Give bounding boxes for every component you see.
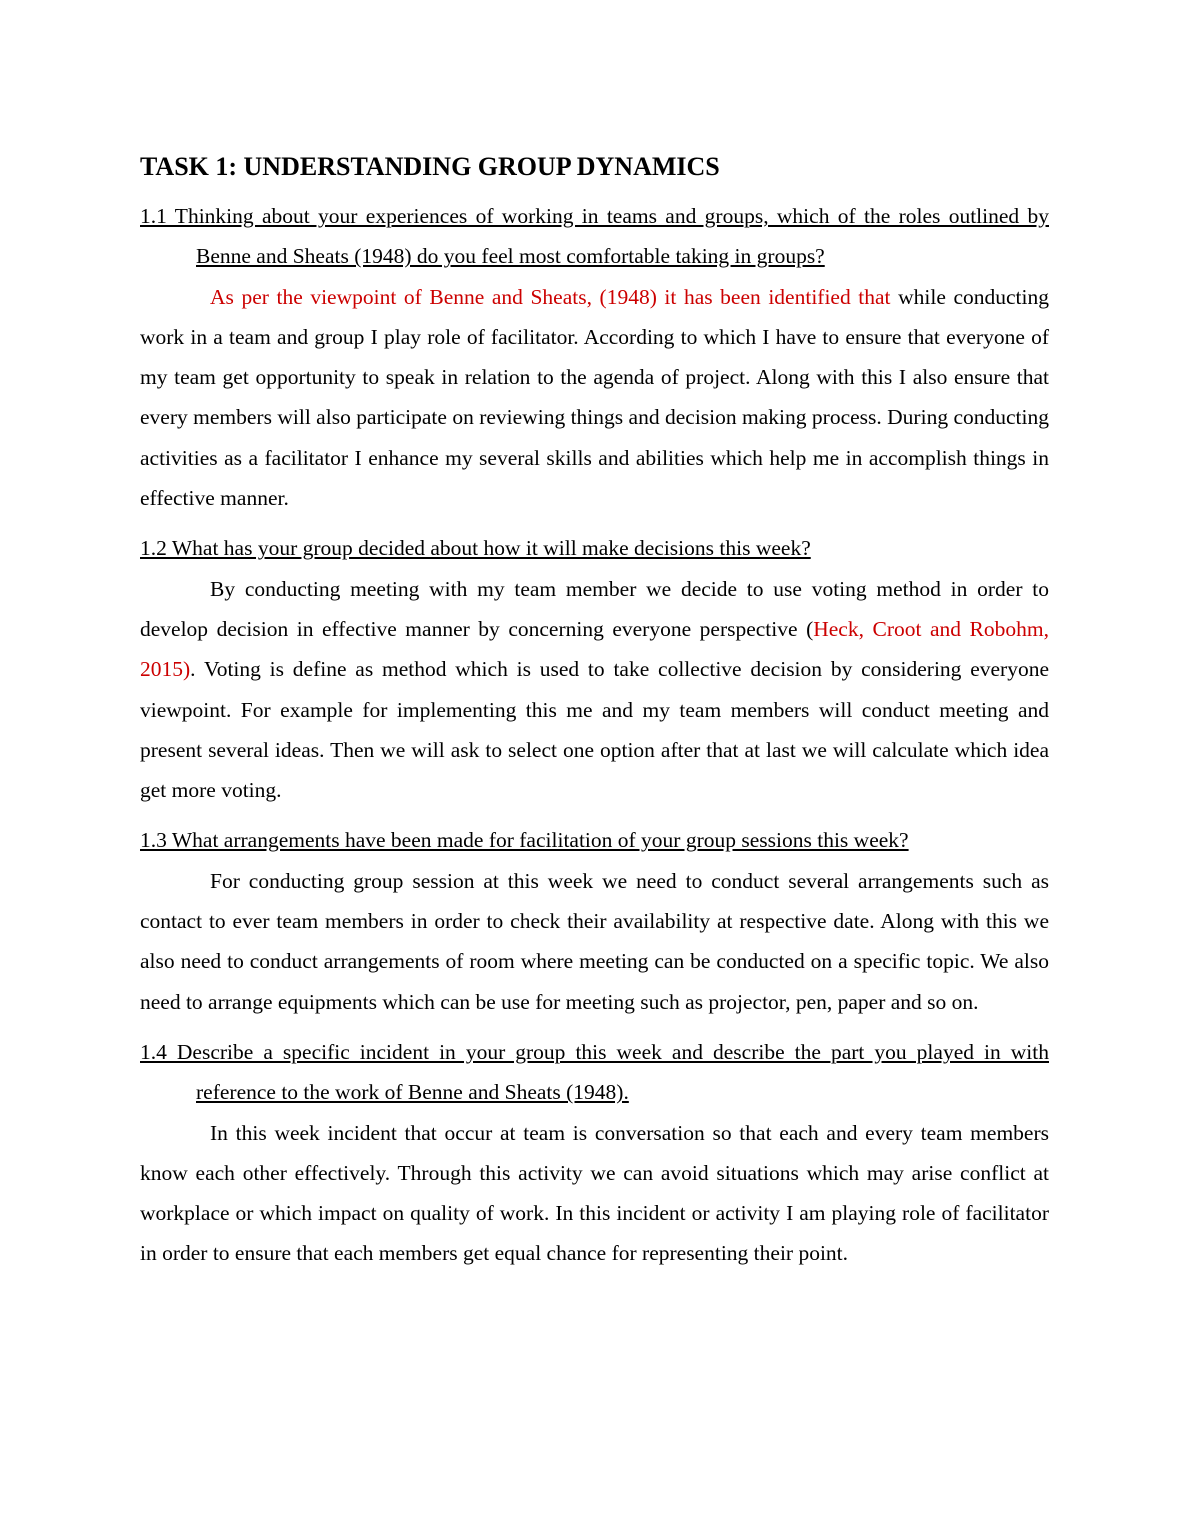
- question-1-1: 1.1 Thinking about your experiences of working in teams and groups, which of the roles outlined by Benne and Sheats (1948) do you feel most comfortable taking in groups?: [140, 204, 1049, 269]
- answer-1-4: In this week incident that occur at team is conversation so that each and every team members know each other effectively. Through this activity we can avoid situations which may arise conflict at workplace or which impact on quality of work. In this incident or activity I am playing role of facilitator in order to ensure that each members get equal chance for representing their point.: [140, 1120, 1049, 1266]
- answer-text-before: By conducting meeting with my team member we decide to use voting method in order to develop decision in effective manner by concerning everyone perspective (: [140, 576, 1049, 641]
- section-1-2: [140, 528, 1049, 810]
- section-1-1: [140, 196, 1049, 518]
- page-title: TASK 1: UNDERSTANDING GROUP DYNAMICS: [140, 152, 720, 181]
- citation-benne-sheats: As per the viewpoint of Benne and Sheats, (1948) it has been identified that: [210, 284, 891, 309]
- section-1-4: [140, 1032, 1049, 1274]
- citation-heck-croot-robohm: Heck, Croot and Robohm, 2015): [140, 616, 1049, 682]
- question-1-3: 1.3 What arrangements have been made for facilitation of your group sessions this week?: [140, 828, 909, 853]
- answer-1-2: [140, 569, 1049, 811]
- answer-1-3: For conducting group session at this week we need to conduct several arrangements such as contact to ever team members in order to check their availability at respective date. Along with this we also need to conduct arrangements of room where meeting can be conducted on a specific topic. We also need to arrange equipments which can be use for meeting such as projector, pen, paper and so on.: [140, 868, 1049, 1014]
- question-1-2: 1.2 What has your group decided about how it will make decisions this week?: [140, 536, 811, 561]
- document-page: [140, 140, 1049, 1284]
- answer-1-1: [140, 277, 1049, 519]
- answer-text: while conducting work in a team and group I play role of facilitator. According to which I have to ensure that everyone of my team get opportunity to speak in relation to the agenda of project. Along with this I also ensure that every members will also participate on reviewing things and decision making process. During conducting activities as a facilitator I enhance my several skills and abilities which help me in accomplish things in effective manner.: [140, 284, 1049, 511]
- section-1-3: [140, 820, 1049, 1021]
- answer-text-after: . Voting is define as method which is used to take collective decision by considering everyone viewpoint. For example for implementing this me and my team members will conduct meeting and present several ideas. Then we will ask to select one option after that at last we will calculate which idea get more voting.: [140, 657, 1049, 803]
- question-1-4: 1.4 Describe a specific incident in your group this week and describe the part you played in with reference to the work of Benne and Sheats (1948).: [140, 1039, 1049, 1105]
